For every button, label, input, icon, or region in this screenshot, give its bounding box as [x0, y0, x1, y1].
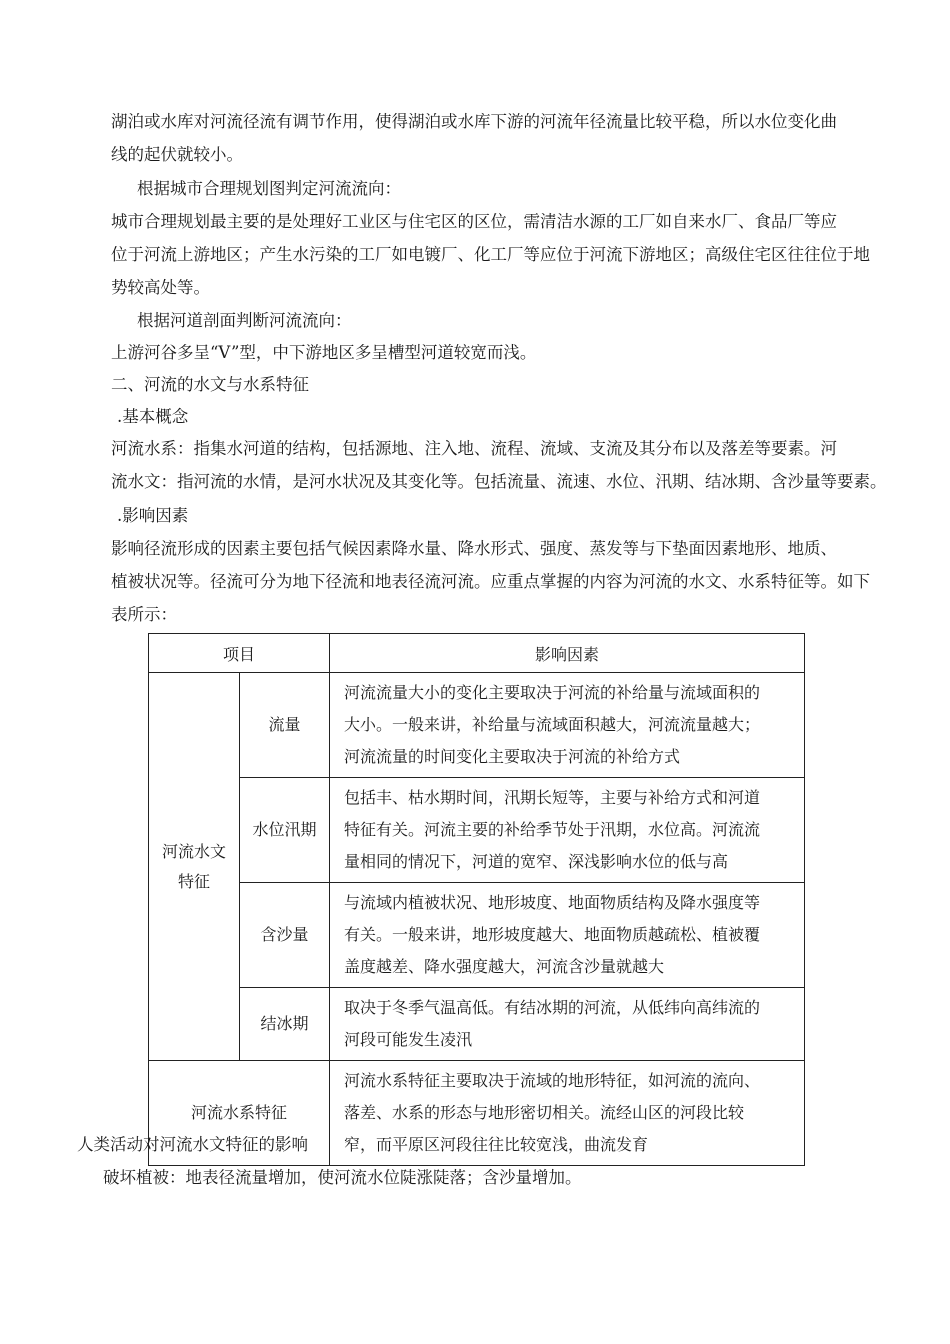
header-item: 项目 [149, 634, 330, 673]
row-label: 水位汛期 [240, 778, 330, 883]
section-heading: 二、河流的水文与水系特征 [111, 375, 309, 394]
table-row [149, 988, 805, 1061]
desc-line: 与流域内植被状况、地形坡度、地面物质结构及降水强度等 [344, 893, 761, 912]
desc-line: 大小。一般来讲，补给量与流域面积越大，河流流量越大； [344, 715, 761, 734]
subheading: 根据河道剖面判断河流流向： [137, 311, 352, 330]
desc-line: 包括丰、枯水期时间，汛期长短等，主要与补给方式和河道 [344, 788, 761, 807]
desc-line: 落差、水系的形态与地形密切相关。流经山区的河段比较 [344, 1103, 745, 1122]
paragraph-line: 破坏植被：地表径流量增加，使河流水位陡涨陡落；含沙量增加。 [103, 1168, 582, 1187]
table-header-row [149, 634, 805, 673]
table-row [149, 883, 805, 988]
subheading: 人类活动对河流水文特征的影响 [77, 1135, 308, 1154]
paragraph-line: 流水文：指河流的水情，是河水状况及其变化等。包括流量、流速、水位、汛期、结冰期、含沙量等要素。 [111, 472, 887, 491]
header-factor: 影响因素 [330, 634, 805, 673]
desc-line: 河流流量的时间变化主要取决于河流的补给方式 [344, 747, 681, 766]
desc-line: 特征有关。河流主要的补给季节处于汛期，水位高。河流流 [344, 820, 761, 839]
table-row [149, 778, 805, 883]
group-hydro-label [149, 673, 240, 1061]
row-label: 结冰期 [240, 988, 330, 1061]
desc-line: 盖度越差、降水强度越大，河流含沙量就越大 [344, 957, 665, 976]
table-row [149, 673, 805, 778]
paragraph-line: 河流水系：指集水河道的结构，包括源地、注入地、流程、流域、支流及其分布以及落差等要素。河 [111, 439, 837, 458]
desc-line: 量相同的情况下，河道的宽窄、深浅影响水位的低与高 [344, 852, 729, 871]
desc-line: 河流水系特征主要取决于流域的地形特征，如河流的流向、 [344, 1071, 761, 1090]
desc-line: 取决于冬季气温高低。有结冰期的河流，从低纬向高纬流的 [344, 998, 761, 1017]
subheading: 根据城市合理规划图判定河流流向： [137, 179, 401, 198]
paragraph-line: 势较高处等。 [111, 278, 210, 297]
row-description [330, 988, 805, 1061]
desc-line: 河段可能发生凌汛 [344, 1030, 473, 1049]
paragraph-line: 城市合理规划最主要的是处理好工业区与住宅区的区位，需清洁水源的工厂如自来水厂、食品厂等应 [111, 212, 837, 231]
row-description [330, 673, 805, 778]
paragraph-line: 植被状况等。径流可分为地下径流和地表径流河流。应重点掌握的内容为河流的水文、水系特征等。如下 [111, 572, 870, 591]
paragraph-line: 线的起伏就较小。 [111, 145, 243, 164]
group-hydro-label-line: 特征 [177, 871, 210, 891]
paragraph-line: 上游河谷多呈“V”型，中下游地区多呈槽型河道较宽而浅。 [111, 343, 537, 362]
subheading: .基本概念 [117, 407, 189, 426]
paragraph-line: 表所示： [111, 605, 177, 624]
paragraph-line: 影响径流形成的因素主要包括气候因素降水量、降水形式、强度、蒸发等与下垫面因素地形、地质、 [111, 539, 837, 558]
paragraph-line: 位于河流上游地区；产生水污染的工厂如电镀厂、化工厂等应位于河流下游地区；高级住宅区往往位于地 [111, 245, 870, 264]
subheading: .影响因素 [117, 506, 189, 525]
river-features-table [148, 633, 805, 1166]
paragraph-line: 湖泊或水库对河流径流有调节作用，使得湖泊或水库下游的河流年径流量比较平稳，所以水位变化曲 [111, 112, 837, 131]
row-description [330, 778, 805, 883]
group-hydro-label-line: 河流水文 [161, 841, 226, 861]
desc-line: 有关。一般来讲，地形坡度越大、地面物质越疏松、植被覆 [344, 925, 761, 944]
row-label: 流量 [240, 673, 330, 778]
system-label: 河流水系特征 [149, 1061, 330, 1166]
row-description [330, 883, 805, 988]
row-label: 含沙量 [240, 883, 330, 988]
desc-line: 河流流量大小的变化主要取决于河流的补给量与流域面积的 [344, 683, 761, 702]
row-description [330, 1061, 805, 1166]
desc-line: 窄，而平原区河段往往比较宽浅，曲流发育 [344, 1135, 649, 1154]
